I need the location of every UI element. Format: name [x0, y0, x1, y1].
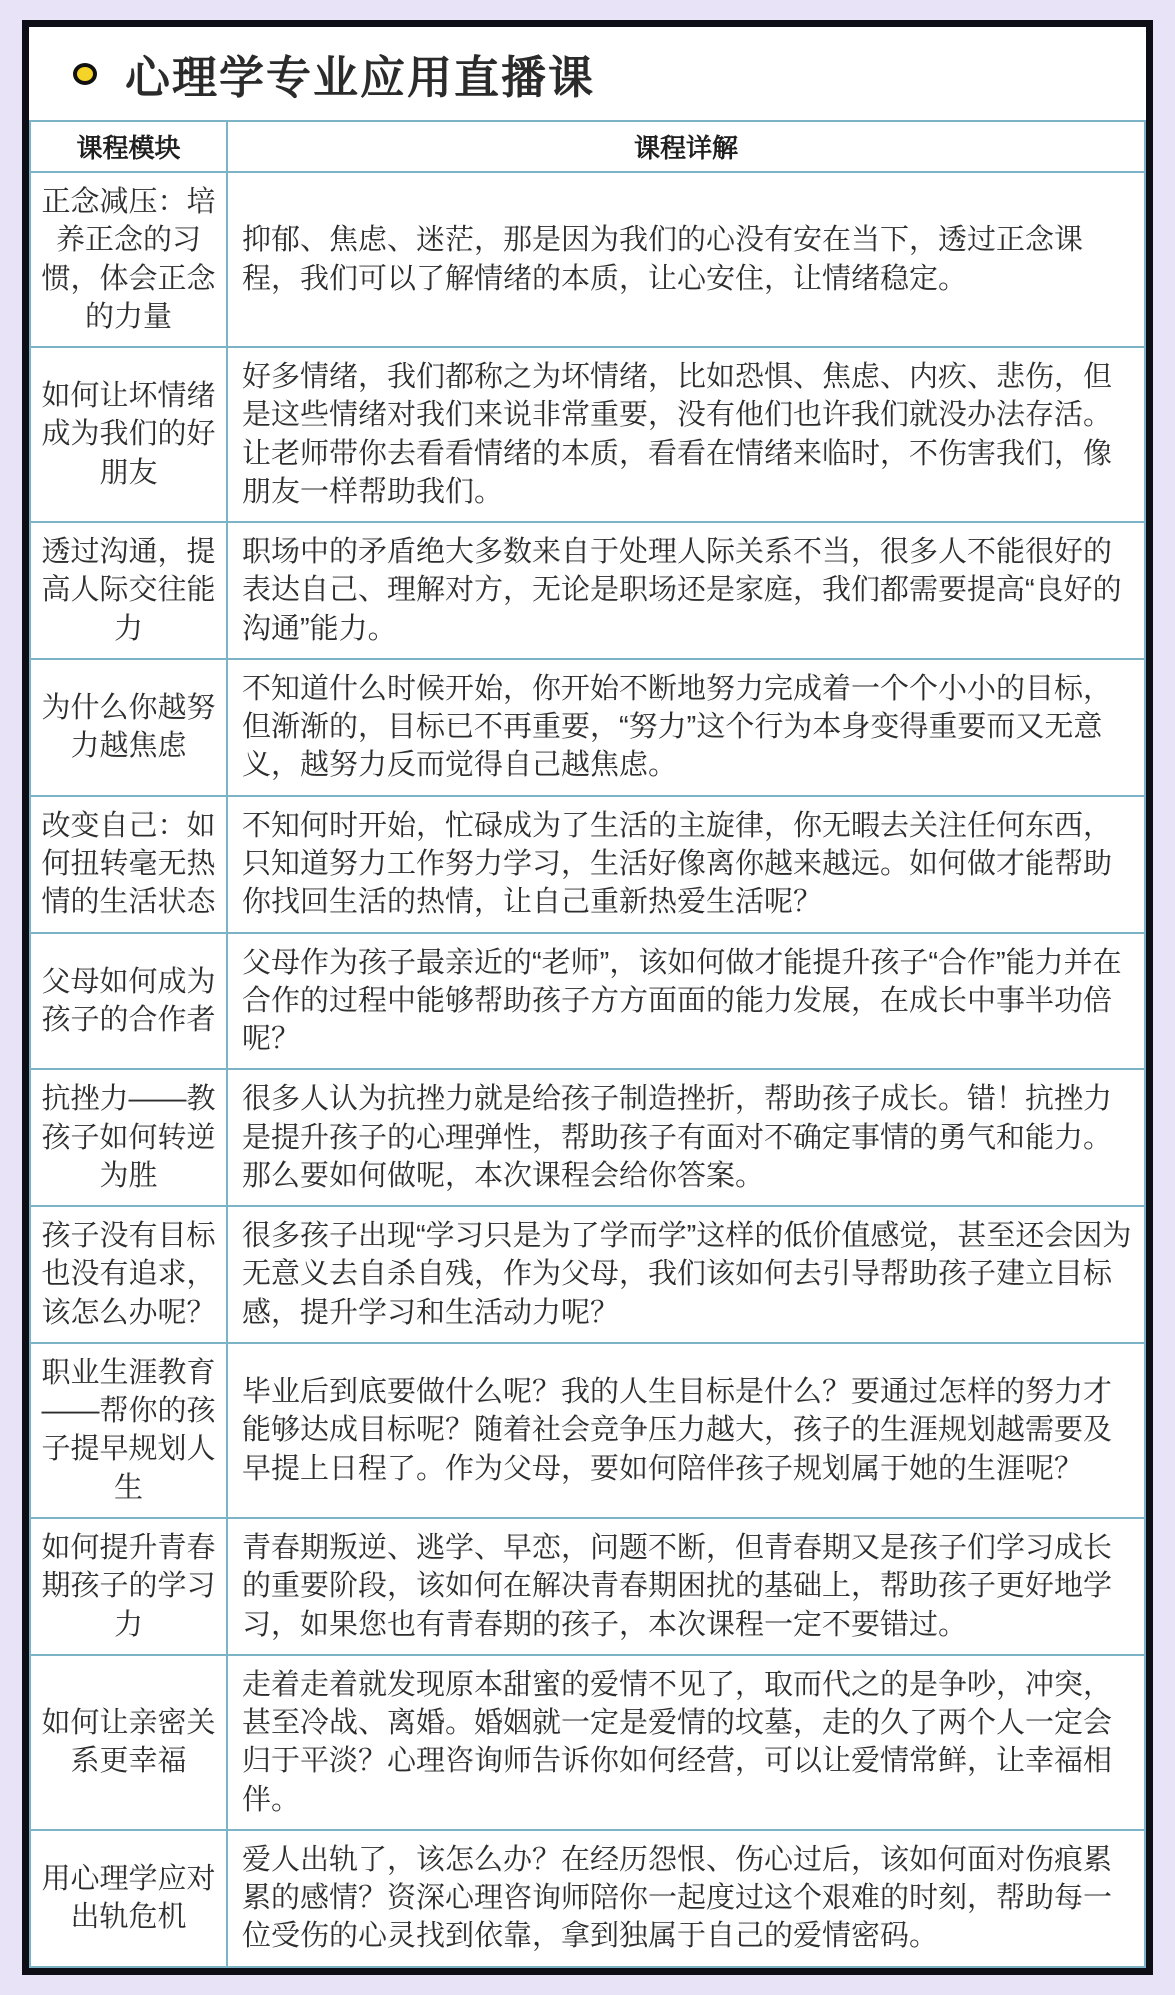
module-cell: 如何让亲密关系更幸福 — [30, 1655, 227, 1830]
module-cell: 正念减压：培养正念的习惯，体会正念的力量 — [30, 172, 227, 347]
table-row — [30, 347, 1145, 522]
course-table — [29, 120, 1146, 1968]
column-header-module: 课程模块 — [30, 121, 227, 172]
page-title: 心理学专业应用直播课 — [125, 52, 596, 103]
table-header — [30, 121, 1145, 172]
module-cell: 用心理学应对出轨危机 — [30, 1830, 227, 1967]
detail-cell: 很多孩子出现“学习只是为了学而学”这样的低价值感觉，甚至还会因为无意义去自杀自残，作为父母，我们该如何去引导帮助孩子建立目标感，提升学习和生活动力呢？ — [227, 1206, 1145, 1343]
course-table-card — [22, 20, 1153, 1975]
column-header-detail: 课程详解 — [227, 121, 1145, 172]
module-cell: 改变自己：如何扭转毫无热情的生活状态 — [30, 796, 227, 933]
table-row — [30, 1655, 1145, 1830]
module-cell: 抗挫力——教孩子如何转逆为胜 — [30, 1069, 227, 1206]
detail-cell: 职场中的矛盾绝大多数来自于处理人际关系不当，很多人不能很好的表达自己、理解对方，无论是职场还是家庭，我们都需要提高“良好的沟通”能力。 — [227, 522, 1145, 659]
detail-cell: 爱人出轨了，该怎么办？在经历怨恨、伤心过后，该如何面对伤痕累累的感情？资深心理咨询师陪你一起度过这个艰难的时刻，帮助每一位受伤的心灵找到依靠，拿到独属于自己的爱情密码。 — [227, 1830, 1145, 1967]
detail-cell: 毕业后到底要做什么呢？我的人生目标是什么？要通过怎样的努力才能够达成目标呢？随着社会竞争压力越大，孩子的生涯规划越需要及早提上日程了。作为父母，要如何陪伴孩子规划属于她的生涯呢？ — [227, 1343, 1145, 1518]
module-cell: 父母如何成为孩子的合作者 — [30, 933, 227, 1070]
table-row — [30, 1069, 1145, 1206]
table-row — [30, 1830, 1145, 1967]
table-row — [30, 1343, 1145, 1518]
table-row — [30, 522, 1145, 659]
detail-cell: 好多情绪，我们都称之为坏情绪，比如恐惧、焦虑、内疚、悲伤，但是这些情绪对我们来说非常重要，没有他们也许我们就没办法存活。让老师带你去看看情绪的本质，看看在情绪来临时，不伤害我们，像朋友一样帮助我们。 — [227, 347, 1145, 522]
table-row — [30, 1206, 1145, 1343]
module-cell: 孩子没有目标也没有追求，该怎么办呢？ — [30, 1206, 227, 1343]
detail-cell: 很多人认为抗挫力就是给孩子制造挫折，帮助孩子成长。错！抗挫力是提升孩子的心理弹性，帮助孩子有面对不确定事情的勇气和能力。那么要如何做呢，本次课程会给你答案。 — [227, 1069, 1145, 1206]
module-cell: 透过沟通，提高人际交往能力 — [30, 522, 227, 659]
module-cell: 职业生涯教育——帮你的孩子提早规划人生 — [30, 1343, 227, 1518]
yellow-dot-icon — [73, 63, 97, 85]
header-row — [30, 121, 1145, 172]
detail-cell: 抑郁、焦虑、迷茫，那是因为我们的心没有安在当下，透过正念课程，我们可以了解情绪的本质，让心安住，让情绪稳定。 — [227, 172, 1145, 347]
detail-cell: 走着走着就发现原本甜蜜的爱情不见了，取而代之的是争吵，冲突，甚至冷战、离婚。婚姻就一定是爱情的坟墓，走的久了两个人一定会归于平淡？心理咨询师告诉你如何经营，可以让爱情常鲜，让幸福相伴。 — [227, 1655, 1145, 1830]
detail-cell: 不知何时开始，忙碌成为了生活的主旋律，你无暇去关注任何东西，只知道努力工作努力学习，生活好像离你越来越远。如何做才能帮助你找回生活的热情，让自己重新热爱生活呢？ — [227, 796, 1145, 933]
detail-cell: 父母作为孩子最亲近的“老师”，该如何做才能提升孩子“合作”能力并在合作的过程中能够帮助孩子方方面面的能力发展，在成长中事半功倍呢？ — [227, 933, 1145, 1070]
module-cell: 为什么你越努力越焦虑 — [30, 659, 227, 796]
table-body — [30, 172, 1145, 1967]
detail-cell: 不知道什么时候开始，你开始不断地努力完成着一个个小小的目标，但渐渐的，目标已不再重要，“努力”这个行为本身变得重要而又无意义，越努力反而觉得自己越焦虑。 — [227, 659, 1145, 796]
table-row — [30, 659, 1145, 796]
module-cell: 如何让坏情绪成为我们的好朋友 — [30, 347, 227, 522]
module-cell: 如何提升青春期孩子的学习力 — [30, 1518, 227, 1655]
detail-cell: 青春期叛逆、逃学、早恋，问题不断，但青春期又是孩子们学习成长的重要阶段，该如何在解决青春期困扰的基础上，帮助孩子更好地学习，如果您也有青春期的孩子，本次课程一定不要错过。 — [227, 1518, 1145, 1655]
table-row — [30, 172, 1145, 347]
table-row — [30, 933, 1145, 1070]
table-row — [30, 1518, 1145, 1655]
table-row — [30, 796, 1145, 933]
title-bar — [29, 27, 1146, 120]
